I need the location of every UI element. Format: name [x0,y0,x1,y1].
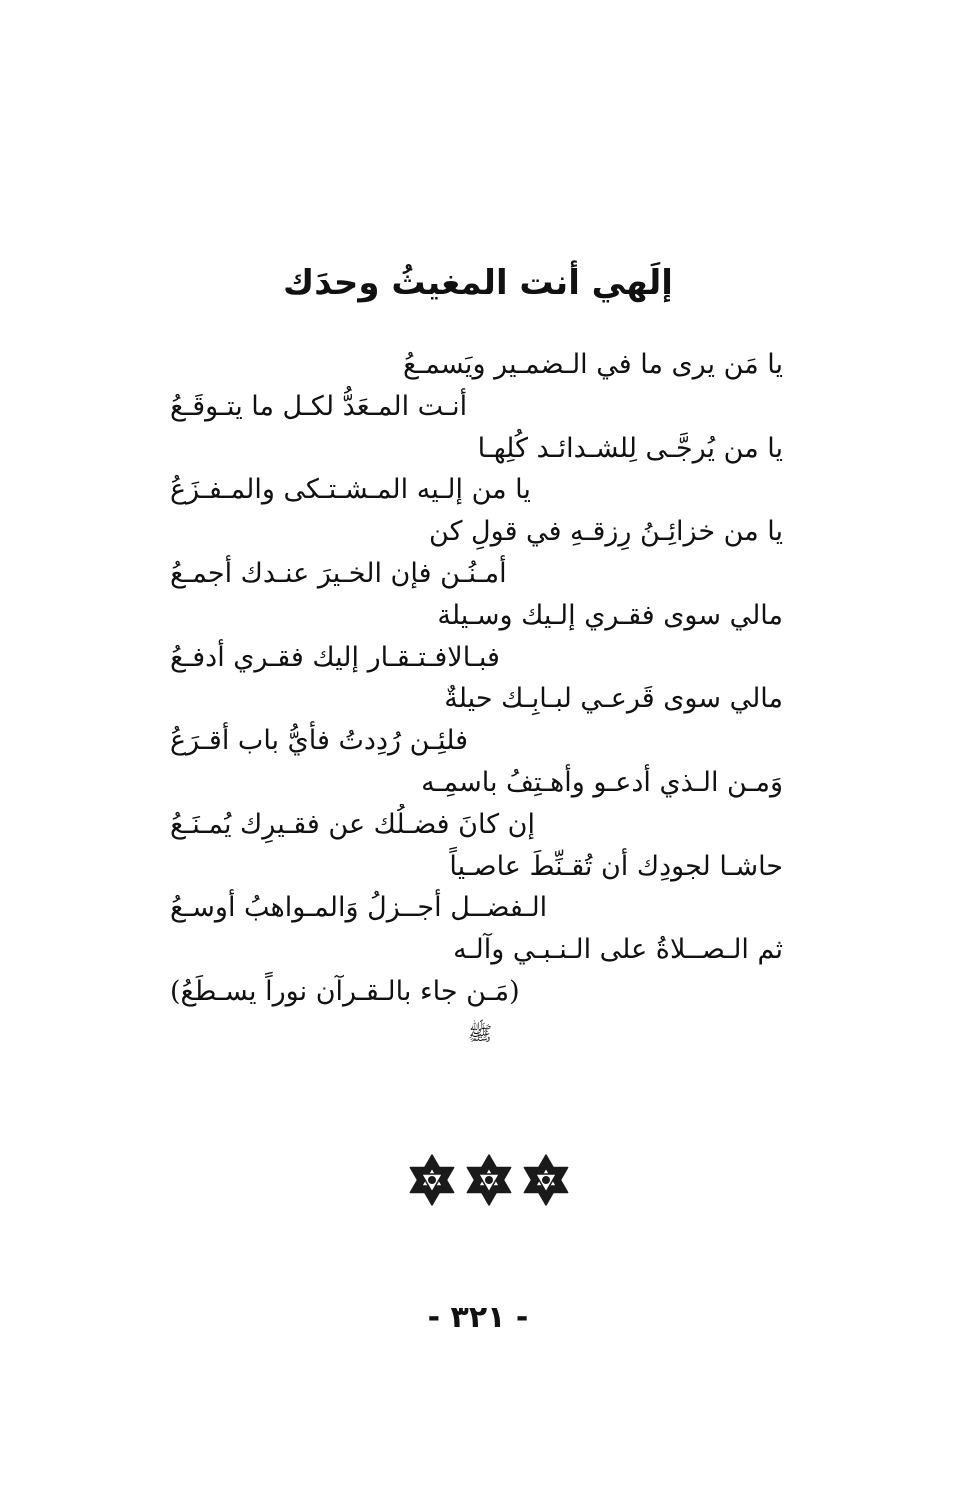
pbuh-honorific: ﷺ [467,1021,493,1045]
poem [170,344,785,1013]
poem-line: أمـنُـن فإن الخـيرَ عنـدك أجمـعُ [170,557,507,589]
poem-line: الـفضــل أجــزلُ وَالمـواهبُ أوسـعُ [170,892,548,924]
poem-line: فلئِـن رُدِدتُ فأيُّ باب أقـرَعُ [170,725,469,757]
poem-line: مالي سوى قَرعـي لبـابِـك حيلةٌ [444,683,783,715]
six-pointed-star-icon [405,1153,459,1207]
six-pointed-star-icon [519,1153,573,1207]
poem-line: أنـت المـعَدُّ لكـل ما يتـوقَـعُ [170,390,468,422]
page-number: - ٣٢١ - [427,1300,529,1335]
poem-line: يا من يُرجَّـى لِلشـدائـد كُلِهـا [477,432,783,464]
poem-line: فبـالافـتـقـار إليك فقـري أدفـعُ [170,641,500,673]
poem-line: مالي سوى فقـري إلـيك وسـيلة [437,599,783,631]
poem-line: وَمـن الـذي أدعـو وأهـتِفُ باسمِـه [421,766,783,798]
poem-line: يا من إلـيه المـشـتـكى والمـفـزَعُ [170,474,531,506]
six-pointed-star-icon [462,1153,516,1207]
poem-line: ثم الـصــلاةُ على الـنـبـي وآلـه [453,934,783,966]
page-title: إلَهي أنت المغيثُ وحدَك [283,263,673,303]
poem-line: (مَـن جاء بالـقـرآن نوراً يسـطَعُ) [170,975,520,1007]
star-ornament [405,1153,573,1207]
poem-line: إن كانَ فضـلُك عن فقـيرِك يُمـنَـعُ [170,808,535,840]
poem-line: حاشـا لجودِك أن تُقـنِّطَ عاصـياً [449,850,783,882]
poem-line: يا مَن يرى ما في الـضمـير ويَسمـعُ [402,349,783,380]
poem-line: يا من خزائِـنُ رِزقـهِ في قولِ كن [429,516,783,548]
